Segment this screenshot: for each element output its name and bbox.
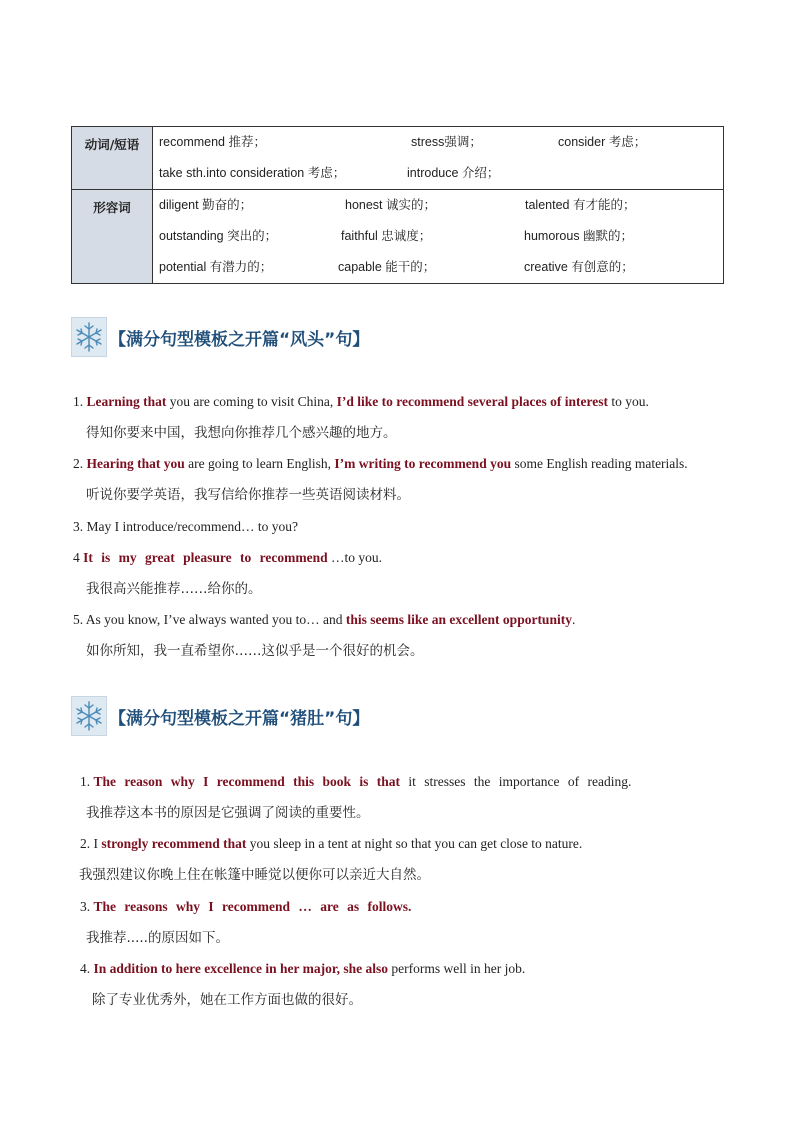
sentence-text: 4	[73, 550, 84, 565]
adjectives-line-3	[159, 252, 717, 283]
sentence-text: 4.	[80, 961, 94, 976]
section-2-item-2-en	[80, 835, 582, 853]
key-phrase: It is my great pleasure to recommend	[83, 550, 328, 565]
key-phrase: Learning that	[86, 394, 167, 409]
sentence-text: performs well in her job.	[388, 961, 526, 976]
sentence-text: …to you.	[327, 550, 382, 565]
vocab-item: honest 诚实的；	[345, 198, 437, 212]
sentence-text: you sleep in a tent at night so that you can get close to nature.	[246, 836, 583, 851]
key-phrase: I’m writing to recommend you	[334, 456, 512, 471]
vocab-item: potential 有潜力的；	[159, 260, 273, 274]
verbs-cell	[153, 127, 724, 190]
key-phrase: The reasons why I recommend … are as follows.	[93, 899, 412, 914]
section-1-item-5-en	[73, 611, 575, 629]
vocab-item: talented 有才能的；	[525, 198, 636, 212]
verbs-row	[72, 127, 724, 190]
section-2-item-1-en	[80, 773, 631, 791]
sentence-text: it stresses the importance of reading.	[400, 774, 632, 789]
sentence-text: you are coming to visit China,	[166, 394, 337, 409]
vocab-item: capable 能干的；	[338, 260, 436, 274]
key-phrase: In addition to here excellence in her major, she also	[93, 961, 388, 976]
sentence-text: 5. As you know, I’ve always wanted you to… and	[73, 612, 346, 627]
vocab-item: introduce 介绍；	[407, 166, 500, 180]
vocab-item: consider 考虑；	[558, 135, 647, 149]
sentence-text: are going to learn English,	[184, 456, 335, 471]
section-1-item-4-en	[73, 549, 382, 567]
vocabulary-table	[71, 126, 724, 284]
sentence-text: 1.	[73, 394, 87, 409]
section-2-item-4-cn: 除了专业优秀外，她在工作方面也做的很好。	[92, 992, 362, 1008]
section-2-item-3-en	[80, 898, 411, 916]
sentence-text: some English reading materials.	[511, 456, 688, 471]
section-2-item-1-cn: 我推荐这本书的原因是它强调了阅读的重要性。	[86, 805, 370, 821]
sentence-text: 1.	[80, 774, 94, 789]
key-phrase: The reason why I recommend this book is that	[93, 774, 401, 789]
sentence-text: 2. I	[80, 836, 102, 851]
vocab-item: diligent 勤奋的；	[159, 198, 253, 212]
sentence-text: 3. May I introduce/recommend… to you?	[73, 519, 298, 534]
key-phrase: this seems like an excellent opportunity	[345, 612, 572, 627]
sentence-text: .	[571, 612, 576, 627]
adjectives-line-2	[159, 221, 717, 252]
sentence-text: to you.	[607, 394, 649, 409]
vocab-item: creative 有创意的；	[524, 260, 634, 274]
section-1-item-3-en	[73, 518, 298, 536]
vocab-item: faithful 忠诚度；	[341, 229, 432, 243]
verbs-line-2	[159, 158, 717, 189]
vocab-item: outstanding 突出的；	[159, 229, 278, 243]
snowflake-icon	[71, 696, 107, 736]
section-2-item-2-cn: 我强烈建议你晚上住在帐篷中睡觉以便你可以亲近大自然。	[79, 867, 430, 883]
key-phrase: I’d like to recommend several places of interest	[336, 394, 608, 409]
key-phrase: Hearing that you	[86, 456, 185, 471]
adjectives-row	[72, 190, 724, 284]
section-1-item-1-cn: 得知你要来中国，我想向你推荐几个感兴趣的地方。	[86, 425, 397, 441]
adjectives-cell	[153, 190, 724, 284]
adjectives-category-label: 形容词	[72, 190, 153, 284]
verbs-line-1	[159, 127, 717, 158]
snowflake-icon	[71, 317, 107, 357]
vocab-item: humorous 幽默的；	[524, 229, 634, 243]
adjectives-line-1	[159, 190, 717, 221]
section-1-item-4-cn: 我很高兴能推荐……给你的。	[86, 581, 262, 597]
section-1-item-1-en	[73, 393, 649, 411]
section-1-title: 【满分句型模板之开篇“风头”句】	[109, 330, 370, 350]
sentence-text: 2.	[73, 456, 87, 471]
vocab-item: take sth.into consideration 考虑；	[159, 166, 346, 180]
section-2-item-3-cn: 我推荐.....的原因如下。	[86, 930, 229, 946]
key-phrase: strongly recommend that	[101, 836, 247, 851]
section-1-item-2-en	[73, 455, 688, 473]
verbs-category-label: 动词/短语	[72, 127, 153, 190]
sentence-text: 3.	[80, 899, 94, 914]
section-2-item-4-en	[80, 960, 525, 978]
vocab-item: stress强调；	[411, 135, 482, 149]
section-2-title: 【满分句型模板之开篇“猪肚”句】	[109, 709, 370, 729]
vocab-item: recommend 推荐；	[159, 135, 266, 149]
section-1-item-5-cn: 如你所知，我一直希望你……这似乎是一个很好的机会。	[86, 643, 424, 659]
section-1-item-2-cn: 听说你要学英语，我写信给你推荐一些英语阅读材料。	[86, 487, 410, 503]
